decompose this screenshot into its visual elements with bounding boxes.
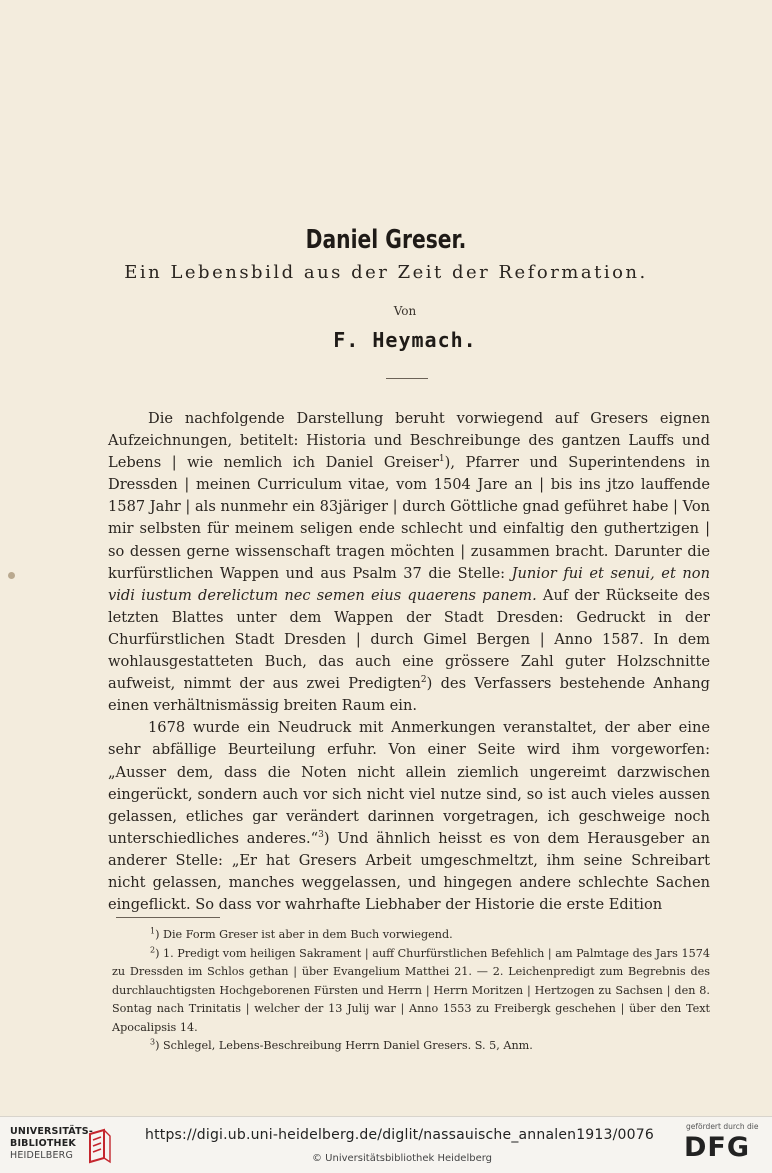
footnote-ref-2: 2 bbox=[420, 675, 427, 686]
byline-von: Von bbox=[393, 304, 417, 318]
paragraph-1: Die nachfolgende Darstellung beruht vorwiegend auf Gresers eignen Aufzeichnungen, betitelt: Historia und Beschreibunge des gantzen Lauffs und Lebens | wie nemlich ich Daniel Greiser$^1$), Pfarrer und Superintendens in Dressden | meinen Curriculum vitae, vom 1504 Jare an | bis ins jtzo lauffende 1587 Jahr | als nunmehr ein 83järiger | durch Göttliche gnad geführet habe | Von mir selbsten für meinem seligen ende schlecht und einfaltig den guthertzigen | so dessen gerne wissenschaft tragen möchten | zusammen bracht. Darunter die kurfürstlichen Wappen und aus Psalm 37 die Stelle: Junior fui et senui, et non vidi iustum derelictum nec semen eius quaerens panem. Auf der Rückseite des letzten Blattes unter dem Wappen der Stadt Dresden: Gedruckt in der Churfürstlichen Stadt Dresden | durch Gimel Bergen | Anno 1587. In dem wohlausgestatteten Buch, das auch eine grössere Zahl guter Holzschnitte aufweist, nimmt der aus zwei Predigten$^2$) des Verfassers bestehende Anhang einen verhältnismässig breiten Raum ein. bbox=[108, 410, 710, 715]
dfg-wordmark: DFG bbox=[684, 1132, 751, 1163]
footnote-ref-3: 3 bbox=[318, 829, 324, 840]
library-logo-mark-icon bbox=[84, 1128, 114, 1166]
footnote-1: $^1$) Die Form Greser ist aber in dem Buch vorwiegend. bbox=[150, 926, 453, 941]
viewer-footer bbox=[0, 1116, 772, 1173]
title-divider bbox=[386, 378, 428, 379]
paragraph-2: 1678 wurde ein Neudruck mit Anmerkungen veranstaltet, der aber eine sehr abfällige Beurteilung erfuhr. Von einer Seite wird ihm vorgeworfen: „Ausser dem, dass die Noten nicht allein ziemlich ungereimt darzwischen eingerückt, sondern auch vor sich nicht viel nutze sind, so ist auch vieles aussen gelassen, etliches gar verändert darinnen vorgetragen, ich geschweige noch unterschiedliches anderes.“$^3$) Und ähnlich heisst es von dem Herausgeber an anderer Stelle: „Er hat Gresers Arbeit umgeschmeltzt, ihm seine Schreibart nicht gelassen, manches weggelassen, und hingegen andere schlechte Sachen eingeflickt. So dass vor wahrhafte Liebhaber der Historie die erste Edition bbox=[108, 719, 710, 914]
footnote-ref-1: 1 bbox=[438, 454, 445, 465]
library-name: UNIVERSITÄTS- BIBLIOTHEK HEIDELBERG bbox=[10, 1126, 93, 1161]
dfg-logo[interactable] bbox=[682, 1122, 766, 1168]
psalm-quote: Junior fui et senui, et non vidi iustum derelictum nec semen eius quaerens panem. bbox=[108, 564, 710, 604]
article-body bbox=[108, 408, 710, 916]
document-url-link[interactable]: https://digi.ub.uni-heidelberg.de/diglit/nassauische_annalen1913/0076 bbox=[145, 1127, 654, 1143]
margin-spot bbox=[8, 572, 15, 579]
footnotes bbox=[112, 926, 710, 1056]
university-library-logo[interactable] bbox=[10, 1126, 140, 1166]
page-subtitle: Ein Lebensbild aus der Zeit der Reformation. bbox=[124, 262, 648, 283]
page-title: Daniel Greser. bbox=[305, 225, 467, 255]
footnote-divider bbox=[116, 917, 220, 918]
author-name: F. Heymach. bbox=[333, 328, 477, 352]
footnote-2: $^2$) 1. Predigt vom heiligen Sakrament | auff Churfürstlichen Befehlich | am Palmtage des Jars 1574 zu Dressden im Schlos gethan | über Evangelium Matthei 21. — 2. Leichenpredigt zum Begrebnis des durchlauchtigsten Hochgeborenen Fürsten und Herrn | Herrn Moritzen | Hertzogen zu Sachsen | den 8. Sontag nach Trinitatis | welcher der 13 Julij war | Anno 1553 zu Freibergk geschehen | über den Text Apocalipsis 14. bbox=[112, 944, 710, 1034]
footnote-3: $^3$) Schlegel, Lebens-Beschreibung Herrn Daniel Gresers. S. 5, Anm. bbox=[150, 1037, 533, 1052]
copyright-notice: © Universitätsbibliothek Heidelberg bbox=[312, 1153, 493, 1164]
dfg-caption: gefördert durch die bbox=[686, 1122, 759, 1131]
